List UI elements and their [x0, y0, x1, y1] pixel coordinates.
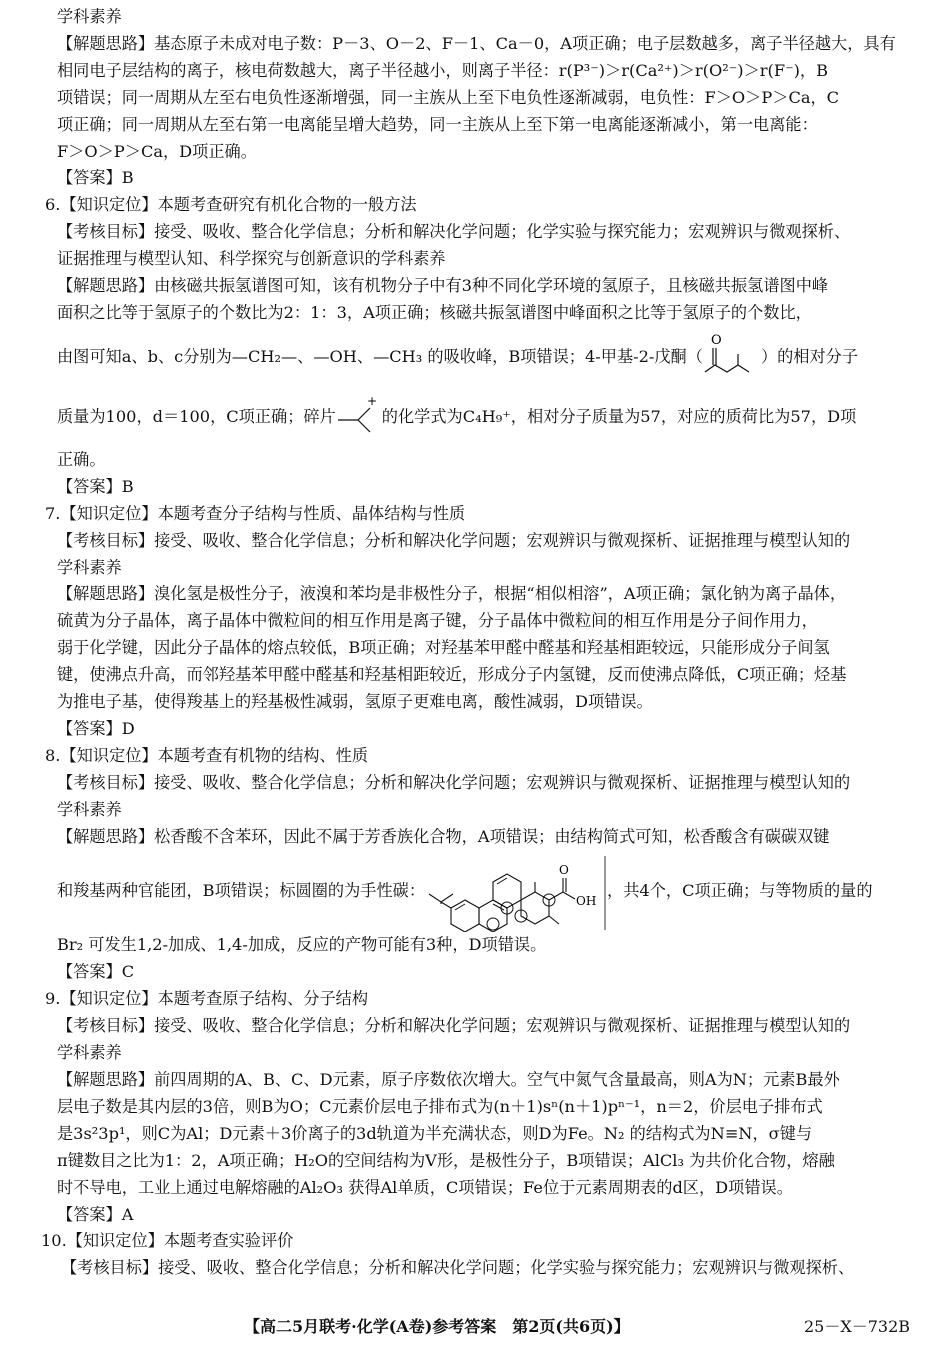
text-line: 【考核目标】接受、吸收、整合化学信息；分析和解决化学问题；宏观辨识与微观探析、证据推理与模型认知的	[57, 772, 851, 792]
text-line: 【考核目标】接受、吸收、整合化学信息；分析和解决化学问题；宏观辨识与微观探析、证据推理与模型认知的	[57, 1016, 851, 1036]
oxygen-label: O	[710, 333, 722, 349]
text-line: 【解题思路】松香酸不含苯环，因此不属于芳香族化合物，A项错误；由结构简式可知，松香酸含有碳碳双键	[57, 826, 830, 846]
text-fragment: 由图可知a、b、c分别为—CH₂—、—OH、—CH₃ 的吸收峰，B项错误；4-甲基-2-戊酮（	[57, 346, 703, 366]
text-line: 项错误；同一周期从左至右电负性逐渐增强，同一主族从上至下电负性逐渐减弱，电负性：F＞O＞P＞Ca，C	[57, 87, 840, 107]
text-line: 为推电子基，使得羧基上的羟基极性减弱，氢原子更难电离，酸性减弱，D项错误。	[57, 692, 653, 712]
question-heading: 6.【知识定位】本题考查研究有机化合物的一般方法	[45, 195, 417, 215]
text-line: Br₂ 可发生1,2-加成、1,4-加成，反应的产物可能有3种，D项错误。	[57, 935, 547, 955]
text-line: 证据推理与模型认知、科学探究与创新意识的学科素养	[57, 249, 446, 269]
text-line: 键，使沸点升高，而邻羟基苯甲醛中醛基和羟基相距较近，形成分子内氢键，反而使沸点降低，C项正确；烃基	[57, 665, 847, 685]
hydroxyl-label: OH	[576, 893, 597, 908]
text-line: 正确。	[57, 449, 106, 469]
charge-label: +	[366, 396, 377, 409]
question-heading: 8.【知识定位】本题考查有机物的结构、性质	[45, 745, 369, 765]
text-line: 面积之比等于氢原子的个数比为2：1：3，A项正确；核磁共振氢谱图中峰面积之比等于氢原子的个数比，	[57, 302, 812, 322]
text-line: 学科素养	[57, 7, 122, 26]
oxygen-label: O	[559, 862, 569, 877]
text-line: 时不导电，工业上通过电解熔融的Al₂O₃ 获得Al单质，C项错误；Fe位于元素周期表的d区，D项错误。	[57, 1177, 793, 1197]
text-line: 层电子数是其内层的3倍，则B为O；C元素价层电子排布式为(n＋1)sⁿ(n＋1)pⁿ⁻¹，n＝2，价层电子排布式	[57, 1096, 823, 1116]
q10-section	[41, 1228, 917, 1282]
text-line: 学科素养	[57, 799, 122, 819]
answer-line: 【答案】B	[57, 476, 134, 496]
text-line: 硫黄为分子晶体，离子晶体中微粒间的相互作用是离子键，分子晶体中微粒间的相互作用是分子间作用力，	[57, 611, 818, 631]
text-line: 弱于化学键，因此分子晶体的熔点较低，B项正确；对羟基苯甲醛中醛基和羟基相距较远，只能形成分子间氢	[57, 638, 830, 658]
text-line: 【解题思路】溴化氢是极性分子，液溴和苯均是非极性分子，根据“相似相溶”，A项正确；氯化钠为离子晶体，	[57, 584, 847, 604]
text-fragment: 质量为100，d＝100，C项正确；碎片	[57, 406, 336, 426]
q5-section	[57, 4, 917, 192]
question-heading: 10.【知识定位】本题考查实验评价	[41, 1231, 294, 1251]
text-line-with-structure	[57, 850, 917, 932]
answer-line: 【答案】B	[57, 168, 134, 188]
text-line: 【解题思路】前四周期的A、B、C、D元素，原子序数依次增大。空气中氮气含量最高，则A为N；元素B最外	[57, 1070, 840, 1089]
text-line: 【考核目标】接受、吸收、整合化学信息；分析和解决化学问题；化学实验与探究能力；宏观辨识与微观探析、	[61, 1258, 855, 1278]
footer-code: 25－X－732B	[804, 1317, 911, 1336]
text-line: 【考核目标】接受、吸收、整合化学信息；分析和解决化学问题；宏观辨识与微观探析、证据推理与模型认知的	[57, 530, 851, 550]
text-line: F＞O＞P＞Ca，D项正确。	[57, 141, 257, 161]
q6-section	[45, 192, 917, 500]
answer-line: 【答案】A	[57, 1204, 134, 1224]
page-footer	[0, 1312, 950, 1342]
text-line: 【解题思路】基态原子未成对电子数：P－3、O－2、F－1、Ca－0，A项正确；电子层数越多，离子半径越大，具有	[57, 33, 896, 53]
text-line: 相同电子层结构的离子，核电荷数越大，离子半径越小，则离子半径：r(P³⁻)＞r(Ca²⁺)＞r(O²⁻)＞r(F⁻)，B	[57, 60, 829, 80]
abietic-acid-structure-icon	[425, 852, 607, 932]
q7-section	[45, 501, 917, 743]
answer-page	[41, 4, 917, 1282]
text-line: π键数目之比为1：2，A项正确；H₂O的空间结构为V形，是极性分子，B项错误；AlCl₃ 为共价化合物，熔融	[57, 1150, 835, 1170]
text-line: 【解题思路】由核磁共振氢谱图可知，该有机物分子中有3种不同化学环境的氢原子，且核磁共振氢谱图中峰	[57, 276, 829, 296]
q8-section	[45, 743, 917, 986]
text-fragment: ）的相对分子	[760, 346, 859, 366]
question-heading: 7.【知识定位】本题考查分子结构与性质、晶体结构与性质	[45, 503, 466, 523]
answer-line: 【答案】D	[57, 718, 135, 738]
text-line: 是3s²3p¹，则C为Al；D元素＋3价离子的3d轨道为半充满状态，则D为Fe。N₂ 的结构式为N≡N，σ键与	[57, 1123, 813, 1143]
text-line: 学科素养	[57, 1043, 122, 1063]
answer-line: 【答案】C	[57, 962, 135, 982]
text-line-with-structure	[57, 387, 917, 447]
footer-title: 【高二5月联考·化学(A卷)参考答案 第2页(共6页)】	[244, 1317, 630, 1336]
methylpentanone-structure-icon	[703, 332, 761, 382]
butyl-cation-fragment-icon	[336, 396, 382, 438]
text-fragment: ，共4个，C项正确；与等物质的量的	[607, 881, 873, 901]
text-line: 项正确；同一周期从左至右第一电离能呈增大趋势，同一主族从上至下第一电离能逐渐减小，第一电离能：	[57, 114, 818, 134]
text-line-with-structure	[57, 327, 917, 387]
text-fragment: 的化学式为C₄H₉⁺，相对分子质量为57，对应的质荷比为57，D项	[381, 406, 857, 426]
question-heading: 9.【知识定位】本题考查原子结构、分子结构	[45, 989, 369, 1009]
text-line: 【考核目标】接受、吸收、整合化学信息；分析和解决化学问题；化学实验与探究能力；宏观辨识与微观探析、	[57, 222, 851, 242]
text-line: 学科素养	[57, 557, 122, 577]
q9-section	[45, 986, 917, 1228]
text-fragment: 和羧基两种官能团，B项错误；标圆圈的为手性碳：	[57, 881, 426, 901]
